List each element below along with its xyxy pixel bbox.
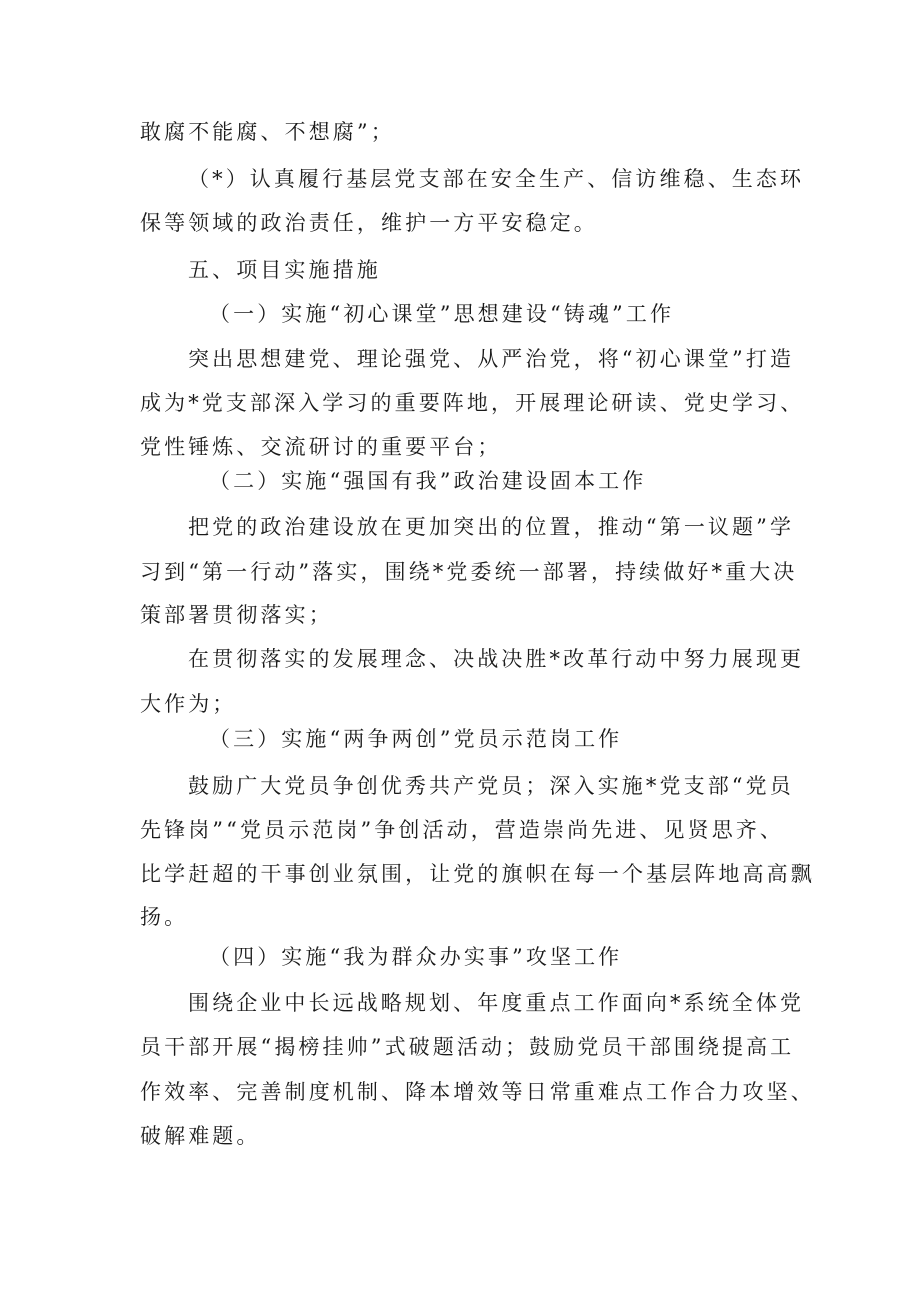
subsection-heading: （一）实施“初心课堂”思想建设“铸魂”工作 <box>209 302 675 326</box>
paragraph-line: 策部署贯彻落实； <box>140 603 333 627</box>
paragraph-line: （*）认真履行基层党支部在安全生产、信访维稳、生态环 <box>188 167 805 191</box>
subsection-heading: （二）实施“强国有我”政治建设固本工作 <box>209 469 647 493</box>
paragraph-line: 在贯彻落实的发展理念、决战决胜*改革行动中努力展现更 <box>188 647 805 671</box>
section-heading: 五、项目实施措施 <box>188 258 381 282</box>
paragraph-line: 先锋岗”“党员示范岗”争创活动，营造崇尚先进、见贤思齐、 <box>140 818 785 842</box>
paragraph-line: 习到“第一行动”落实，围绕*党委统一部署，持续做好*重大决 <box>140 560 798 584</box>
paragraph-line: 保等领域的政治责任，维护一方平安稳定。 <box>140 211 598 235</box>
paragraph-line: 鼓励广大党员争创优秀共产党员；深入实施*党支部“党员 <box>188 774 794 798</box>
paragraph-line: 突出思想建党、理论强党、从严治党，将“初心课堂”打造 <box>188 347 795 371</box>
paragraph-line: 作效率、完善制度机制、降本增效等日常重难点工作合力攻坚、 <box>140 1080 815 1104</box>
paragraph-line: 员干部开展“揭榜挂帅”式破题活动；鼓励党员干部围绕提高工 <box>140 1035 795 1059</box>
paragraph-line: 大作为； <box>140 692 237 716</box>
paragraph-line: 扬。 <box>140 905 189 929</box>
subsection-heading: （三）实施“两争两创”党员示范岗工作 <box>209 727 623 751</box>
paragraph-line: 党性锤炼、交流研讨的重要平台； <box>140 435 502 459</box>
paragraph-line: 破解难题。 <box>140 1124 261 1148</box>
paragraph-line: 成为*党支部深入学习的重要阵地，开展理论研读、党史学习、 <box>140 391 805 415</box>
paragraph-line: 敢腐不能腐、不想腐”； <box>140 120 395 144</box>
paragraph-line: 比学赶超的干事创业氛围，让党的旗帜在每一个基层阵地高高飘 <box>140 862 815 886</box>
paragraph-line: 围绕企业中长远战略规划、年度重点工作面向*系统全体党 <box>188 991 805 1015</box>
subsection-heading: （四）实施“我为群众办实事”攻坚工作 <box>209 945 623 969</box>
paragraph-line: 把党的政治建设放在更加突出的位置，推动“第一议题”学 <box>188 515 795 539</box>
